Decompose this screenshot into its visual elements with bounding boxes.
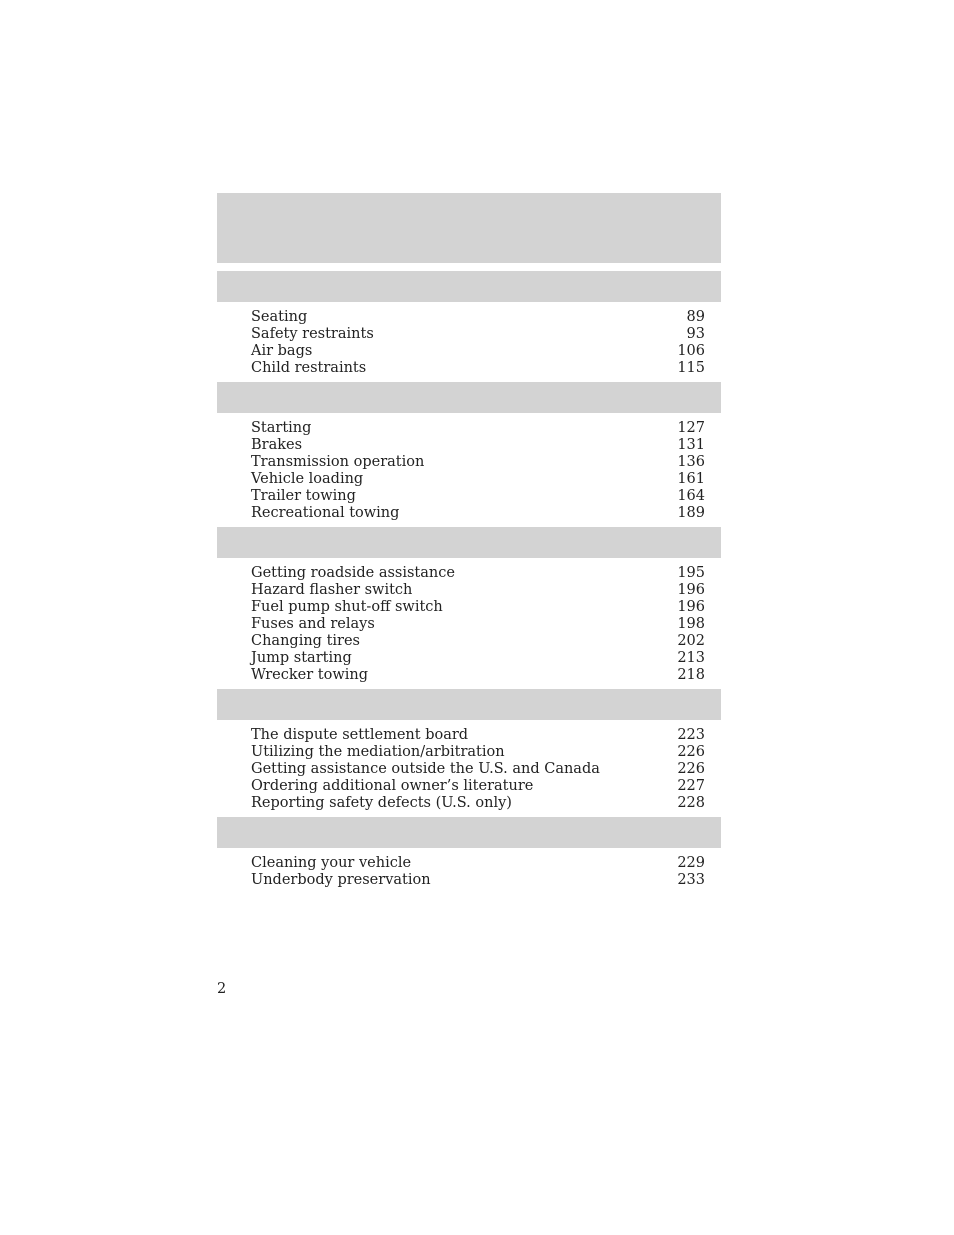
toc-entry[interactable] [251, 488, 705, 505]
toc-entry[interactable] [251, 471, 705, 488]
toc-entry[interactable] [251, 454, 705, 471]
entry-page: 229 [677, 855, 705, 871]
entry-title: Utilizing the mediation/arbitration [251, 744, 505, 760]
toc-entry[interactable] [251, 744, 705, 761]
entry-title: Starting [251, 420, 312, 436]
toc-title-band [217, 193, 721, 263]
toc-entry[interactable] [251, 727, 705, 744]
toc-entry[interactable] [251, 437, 705, 454]
entry-title: Air bags [251, 343, 313, 359]
entry-page: 196 [677, 599, 705, 615]
toc-entry[interactable] [251, 343, 705, 360]
entry-page: 213 [677, 650, 705, 666]
toc-entry[interactable] [251, 795, 705, 812]
entry-title: Wrecker towing [251, 667, 369, 683]
toc-entry[interactable] [251, 633, 705, 650]
entry-title: Vehicle loading [251, 471, 364, 487]
entry-page: 93 [686, 326, 705, 342]
entry-page: 226 [677, 761, 705, 777]
entry-title: Seating [251, 309, 308, 325]
section-header-band [217, 271, 721, 302]
entry-title: Getting roadside assistance [251, 565, 455, 581]
toc-entry[interactable] [251, 778, 705, 795]
page-number: 2 [217, 981, 227, 997]
entry-page: 198 [677, 616, 705, 632]
section-entries [217, 558, 721, 689]
section-entries [217, 720, 721, 817]
entry-title: Fuses and relays [251, 616, 375, 632]
toc-entry[interactable] [251, 582, 705, 599]
section-entries [217, 302, 721, 382]
entry-page: 189 [677, 505, 705, 521]
entry-title: Reporting safety defects (U.S. only) [251, 795, 512, 811]
section-entries [217, 413, 721, 527]
entry-page: 106 [677, 343, 705, 359]
entry-title: Safety restraints [251, 326, 374, 342]
toc-entry[interactable] [251, 872, 705, 889]
entry-page: 161 [677, 471, 705, 487]
entry-title: Transmission operation [251, 454, 425, 470]
entry-page: 131 [677, 437, 705, 453]
toc-entry[interactable] [251, 761, 705, 778]
entry-title: Recreational towing [251, 505, 400, 521]
entry-title: Cleaning your vehicle [251, 855, 412, 871]
entry-page: 136 [677, 454, 705, 470]
entry-title: Jump starting [251, 650, 352, 666]
section-entries [217, 848, 721, 894]
entry-page: 127 [677, 420, 705, 436]
entry-title: Hazard flasher switch [251, 582, 413, 598]
toc-entry[interactable] [251, 505, 705, 522]
toc-entry[interactable] [251, 360, 705, 377]
entry-title: Fuel pump shut-off switch [251, 599, 443, 615]
entry-page: 223 [677, 727, 705, 743]
entry-page: 196 [677, 582, 705, 598]
toc-entry[interactable] [251, 565, 705, 582]
toc-entry[interactable] [251, 667, 705, 684]
table-of-contents [217, 193, 721, 894]
entry-page: 115 [677, 360, 705, 376]
section-header-band [217, 689, 721, 720]
toc-entry[interactable] [251, 420, 705, 437]
toc-entry[interactable] [251, 309, 705, 326]
entry-title: Trailer towing [251, 488, 356, 504]
entry-title: Getting assistance outside the U.S. and Canada [251, 761, 600, 777]
entry-page: 218 [677, 667, 705, 683]
entry-title: Changing tires [251, 633, 360, 649]
toc-entry[interactable] [251, 616, 705, 633]
entry-page: 89 [686, 309, 705, 325]
entry-page: 202 [677, 633, 705, 649]
entry-page: 228 [677, 795, 705, 811]
toc-entry[interactable] [251, 855, 705, 872]
section-header-band [217, 817, 721, 848]
entry-page: 226 [677, 744, 705, 760]
section-header-band [217, 527, 721, 558]
entry-title: Underbody preservation [251, 872, 431, 888]
toc-entry[interactable] [251, 326, 705, 343]
toc-entry[interactable] [251, 650, 705, 667]
section-header-band [217, 382, 721, 413]
entry-title: Ordering additional owner’s literature [251, 778, 534, 794]
entry-page: 227 [677, 778, 705, 794]
entry-title: The dispute settlement board [251, 727, 469, 743]
entry-title: Brakes [251, 437, 303, 453]
toc-entry[interactable] [251, 599, 705, 616]
entry-page: 233 [677, 872, 705, 888]
entry-title: Child restraints [251, 360, 367, 376]
entry-page: 164 [677, 488, 705, 504]
entry-page: 195 [677, 565, 705, 581]
